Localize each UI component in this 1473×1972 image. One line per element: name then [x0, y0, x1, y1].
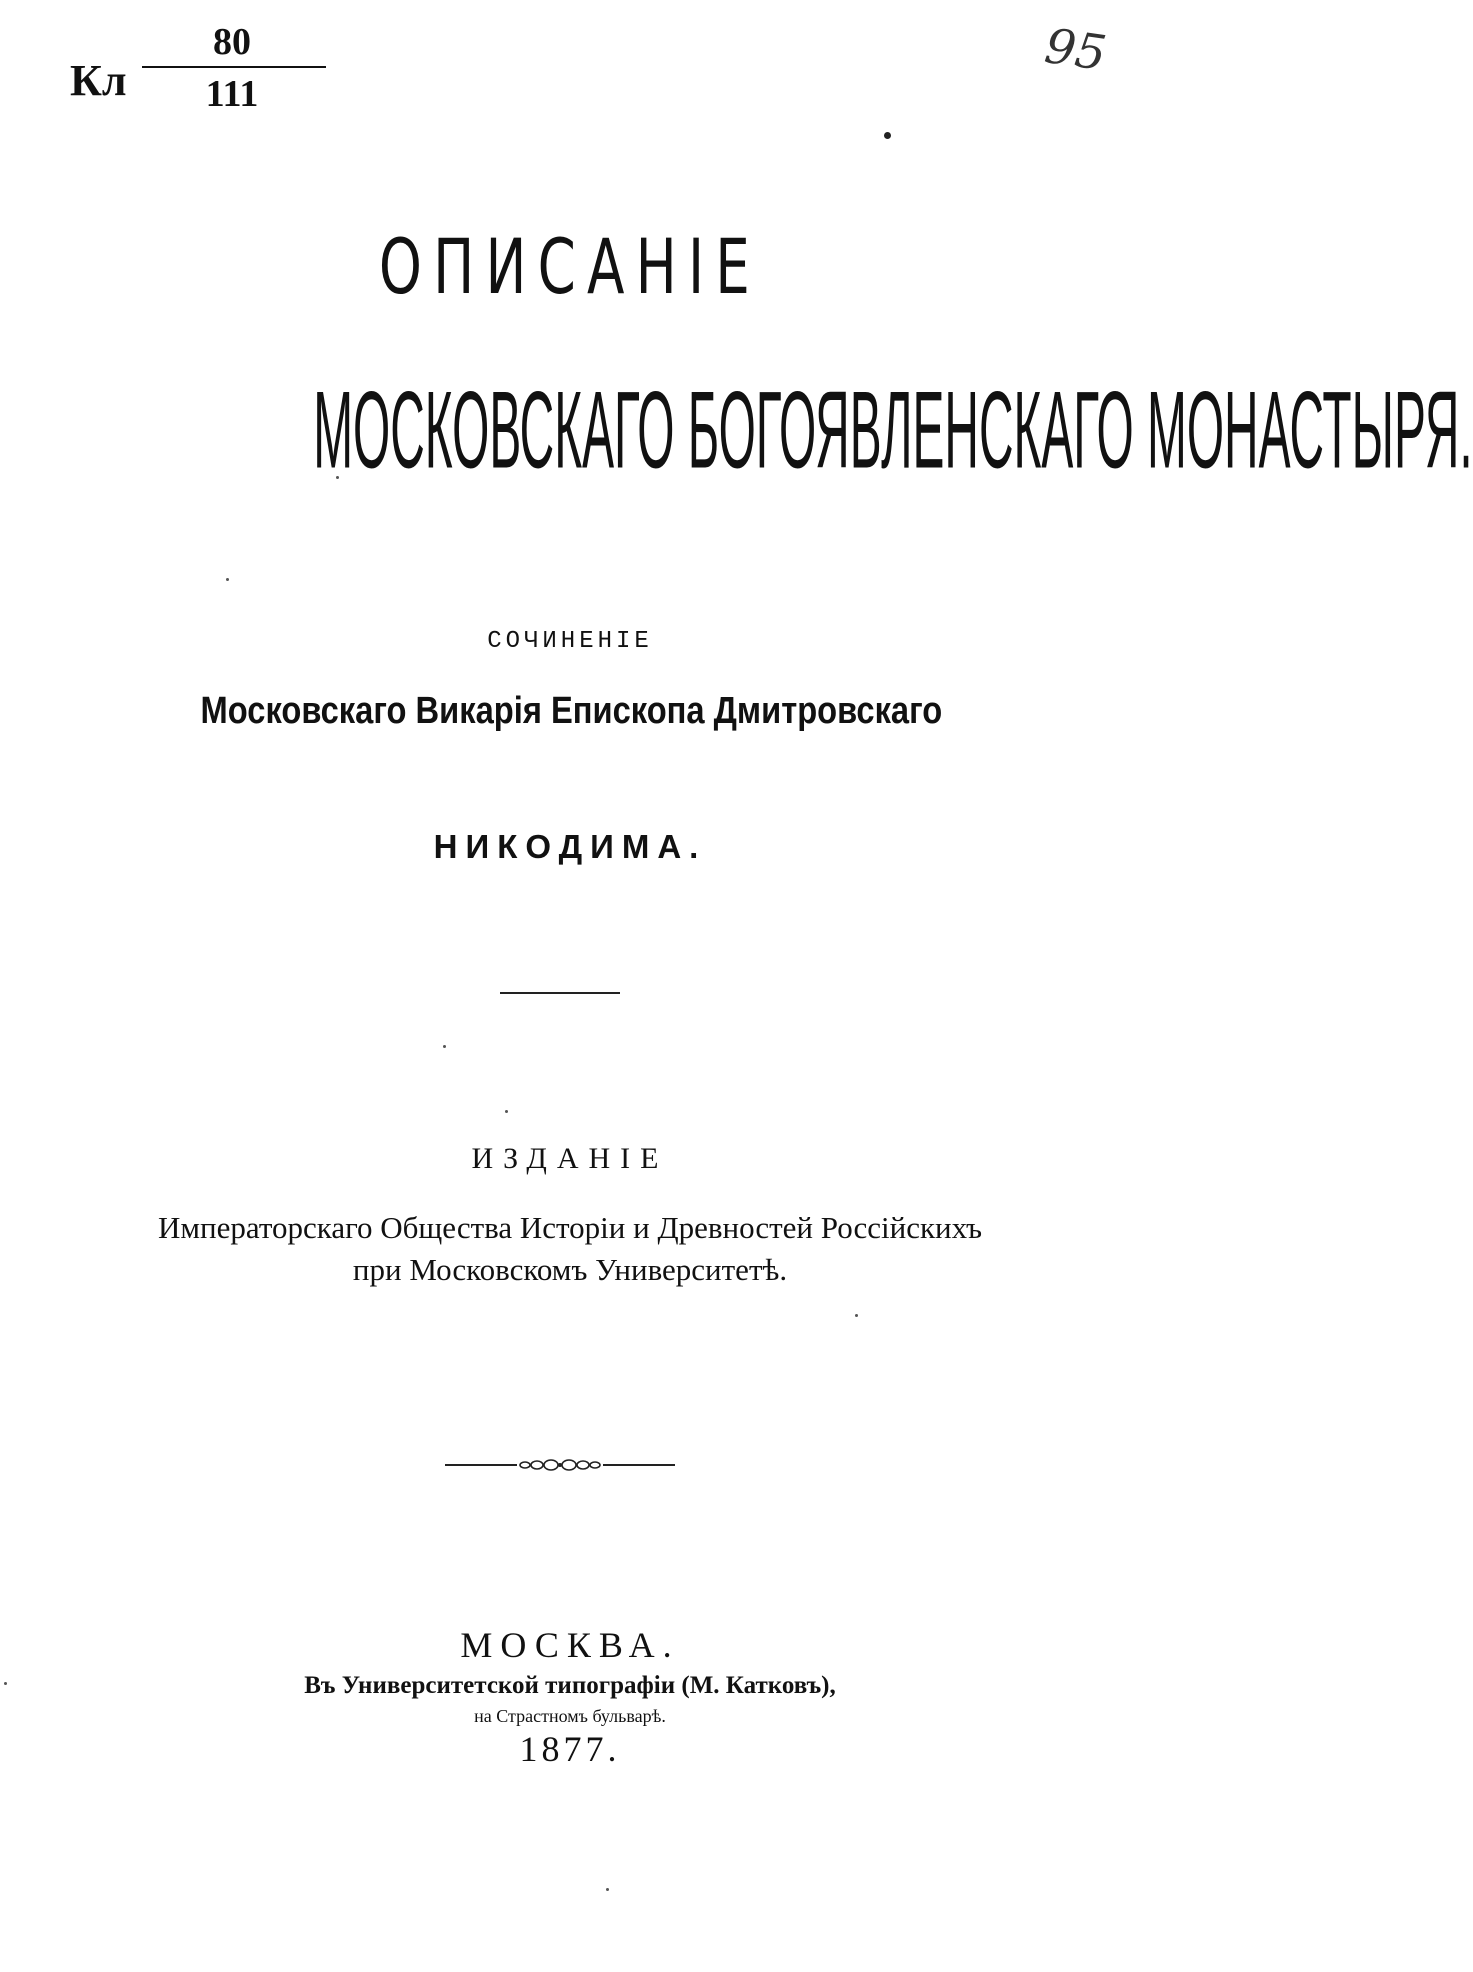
shelfmark-fraction-rule	[142, 66, 326, 68]
ink-speck	[505, 1110, 508, 1113]
shelfmark-prefix: Кл	[70, 56, 127, 105]
ink-speck	[226, 578, 229, 581]
title-main: ОПИСАНІЕ	[378, 222, 762, 311]
composition-label: СОЧИНЕНІЕ	[487, 628, 653, 655]
ornamental-divider	[445, 1450, 675, 1480]
title-subtitle: МОСКОВСКАГО БОГОЯВЛЕНСКАГО МОНАСТЫРЯ.	[313, 370, 1473, 492]
edition-label: ИЗДАНІЕ	[471, 1142, 669, 1175]
ink-speck	[606, 1888, 609, 1891]
ink-speck	[443, 1045, 446, 1048]
imprint-address: на Страстномъ бульварѣ.	[474, 1706, 666, 1726]
shelfmark-denominator: 111	[205, 73, 259, 115]
ink-speck	[884, 132, 891, 139]
author-name: НИКОДИМА.	[433, 828, 707, 865]
imprint-year: 1877.	[519, 1729, 621, 1769]
imprint-city: МОСКВА.	[460, 1625, 680, 1665]
shelfmark-numerator: 80	[213, 21, 251, 63]
handwritten-note: 95	[1041, 18, 1110, 82]
ink-speck	[855, 1314, 858, 1317]
publisher-line-1: Императорскаго Общества Исторіи и Древностей Россійскихъ	[158, 1210, 982, 1245]
publisher-line-2: при Московскомъ Университетѣ.	[352, 1252, 788, 1287]
imprint-printer: Въ Университетской типографіи (М. Катковъ),	[304, 1672, 836, 1699]
section-divider-rule	[500, 992, 620, 994]
author-title-line: Московскаго Викарія Епископа Дмитровскаго	[200, 690, 943, 732]
